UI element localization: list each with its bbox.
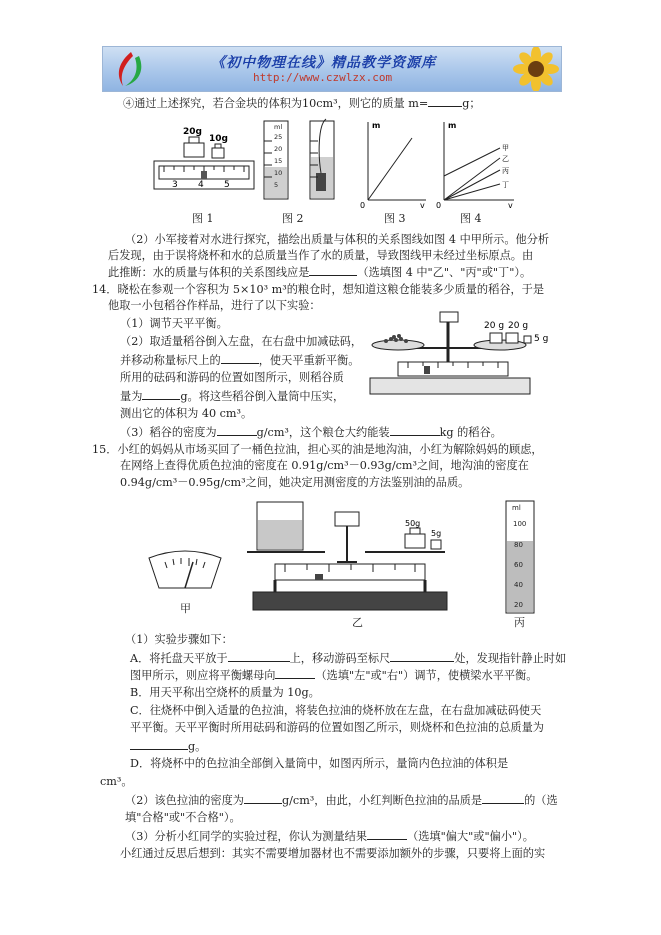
q13-part2-line1: （2）小军接着对水进行探究，描绘出质量与体积的关系图线如图 4 中甲所示。他分析 xyxy=(125,233,550,246)
banner-url[interactable]: http://www.czwlzx.com xyxy=(253,71,393,84)
q14-step2-blank1[interactable] xyxy=(221,352,259,364)
fig1-label: 图 1 xyxy=(192,212,214,225)
fig4-line-bing: 丙 xyxy=(502,167,509,175)
sunflower-icon xyxy=(511,47,561,91)
q14-number: 14． xyxy=(92,283,118,296)
fig3-axis-x: v xyxy=(420,201,425,210)
q14-step2-line1: （2）取适量稻谷倒入左盘，在右盘中加减砝码， xyxy=(120,335,363,348)
q15-part2-mid: g/cm³，由此，小红判断色拉油的品质是 xyxy=(282,794,483,807)
fig1-weight-20g: 20g xyxy=(183,127,202,137)
q15-stepD-line2: cm³。 xyxy=(100,775,133,788)
q15-part2-text: （2）该色拉油的密度为 xyxy=(125,794,244,807)
q15-weight-5g: 5g xyxy=(431,529,442,538)
q15-stepC-blank[interactable] xyxy=(130,738,188,750)
q13-part2-line3-tail: （选填图 4 中"乙"、"丙"或"丁"）。 xyxy=(357,266,532,279)
q15-stepA-line2 xyxy=(130,667,537,683)
q15-part2-blank2[interactable] xyxy=(482,792,524,804)
q15-fig-bing-cylinder xyxy=(500,495,540,617)
q14-weight-20g-1: 20 g xyxy=(484,321,505,331)
q15-part3-text: （3）分析小红同学的实验过程，你认为测量结果 xyxy=(125,830,368,843)
q15-fig-bing-label: 丙 xyxy=(514,616,525,629)
q15-stepB: B．用天平称出空烧杯的质量为 10g。 xyxy=(130,686,320,699)
q15-fig-yi-label: 乙 xyxy=(352,616,363,629)
fig3-label: 图 3 xyxy=(384,212,406,225)
q14-step3-tail: kg 的稻谷。 xyxy=(439,426,502,439)
q14-step2-line5: 测出它的体积为 40 cm³。 xyxy=(120,407,253,420)
q14-step3-blank2[interactable] xyxy=(390,424,440,436)
fig4-label: 图 4 xyxy=(460,212,482,225)
q15-part2-tail: 的（选 xyxy=(524,794,558,807)
fig4-graph xyxy=(436,118,526,210)
fig1-scale-3: 3 xyxy=(172,180,178,190)
q13-part2-line2: 后发现，由于误将烧杯和水的总质量当作了水的质量，导致图线甲未经过坐标原点。由 xyxy=(108,249,534,262)
q14-step2-line2-tail: ，使天平重新平衡。 xyxy=(258,354,360,367)
q13-part4-blank[interactable] xyxy=(428,95,462,107)
q15-line1-text: 小红的妈妈从市场买回了一桶色拉油，担心买的油是地沟油，小红为解除妈妈的顾虑， xyxy=(117,443,543,456)
q15-stepA-tail: 处，发现指针静止时如 xyxy=(454,652,567,665)
fig3-axis-y: m xyxy=(372,121,381,130)
q15-stepA-line1 xyxy=(130,650,566,666)
q15-stepD-line1: D．将烧杯中的色拉油全部倒入量筒中，如图丙所示，量筒内色拉油的体积是 xyxy=(130,757,509,770)
q13-part2-line3-text: 此推断：水的质量与体积的关系图线应是 xyxy=(108,266,310,279)
q14-line1-text: 晓松在参观一个容积为 5×10³ m³的粮仓时，想知道这粮仓能装多少质量的稻谷，于是 xyxy=(117,283,545,296)
q14-step3-text: （3）稻谷的密度为 xyxy=(120,426,217,439)
q15-part3-line1 xyxy=(125,828,534,844)
fig3-origin: 0 xyxy=(360,201,366,210)
q13-part2-blank[interactable] xyxy=(309,264,357,276)
q13-part2-line3 xyxy=(108,264,531,280)
fig1-balance-ruler xyxy=(150,125,260,200)
q15-stepA-text: A．将托盘天平放于 xyxy=(130,652,228,665)
fig1-scale-5: 5 xyxy=(224,180,230,190)
q15-stepA-blank2[interactable] xyxy=(390,650,454,662)
q14-step2-line2-text: 并移动称量标尺上的 xyxy=(120,354,221,367)
q15-line2: 在网络上查得优质色拉油的密度在 0.91g/cm³－0.93g/cm³之间，地沟油的密度在 xyxy=(120,459,529,472)
q15-stepA-line2-tail: （选填"左"或"右"）调节，使横梁水平平衡。 xyxy=(315,669,538,682)
q14-step2-line2 xyxy=(120,352,359,368)
q15-part3-tail: （选填"偏大"或"偏小"）。 xyxy=(407,830,534,843)
q15-cyl-tick-100: 100 xyxy=(513,520,527,528)
fig2-cylinders xyxy=(260,115,350,205)
q15-stepA-blank1[interactable] xyxy=(228,650,290,662)
q15-fig-jia-dial xyxy=(145,548,225,590)
fig4-line-yi: 乙 xyxy=(502,155,509,163)
q13-part4-text: ④通过上述探究，若合金块的体积为10cm³，则它的质量 m= xyxy=(123,97,429,110)
q15-number: 15． xyxy=(92,443,118,456)
q14-weight-20g-2: 20 g xyxy=(508,321,529,331)
fig3-graph xyxy=(360,118,430,210)
q15-stepC-line2: 平平衡。天平平衡时所用砝码和游码的位置如图乙所示，则烧杯和色拉油的总质量为 xyxy=(130,721,544,734)
q15-stepC-line1: C．往烧杯中倒入适量的色拉油，将装色拉油的烧杯放在左盘，在右盘加减砝码使天 xyxy=(130,704,542,717)
q14-step3-mid: g/cm³，这个粮仓大约能装 xyxy=(256,426,390,439)
fig2-tick-15: 15 xyxy=(274,157,283,165)
q15-line1 xyxy=(92,442,543,457)
q14-step3-blank1[interactable] xyxy=(217,424,257,436)
q15-steps-title: （1）实验步骤如下： xyxy=(125,633,233,646)
q14-step2-blank2[interactable] xyxy=(142,388,180,400)
q14-step1: （1）调节天平平衡。 xyxy=(120,317,228,330)
fig4-origin: 0 xyxy=(436,201,442,210)
q14-step2-line3: 所用的砝码和游码的位置如图所示，则稻谷质 xyxy=(120,371,344,384)
q15-stepC-tail: g。 xyxy=(188,740,207,753)
q15-fig-jia-label: 甲 xyxy=(180,602,191,615)
fig2-tick-20: 20 xyxy=(274,145,283,153)
q14-step2-line4-text: 量为 xyxy=(120,390,143,403)
q14-balance-figure xyxy=(368,308,568,400)
fig4-line-ding: 丁 xyxy=(502,181,509,189)
logo-icon xyxy=(109,50,149,88)
q15-part3-line2: 小红通过反思后想到：其实不需要增加器材也不需要添加额外的步骤，只要将上面的实 xyxy=(120,847,546,860)
q15-cyl-tick-20: 20 xyxy=(514,601,523,609)
q15-part3-blank[interactable] xyxy=(367,828,407,840)
q13-part4 xyxy=(123,95,481,111)
q15-weight-50g: 50g xyxy=(405,519,421,528)
q15-part2-line2: 填"合格"或"不合格"）。 xyxy=(125,811,241,824)
q15-cyl-tick-40: 40 xyxy=(514,581,523,589)
fig2-label: 图 2 xyxy=(282,212,304,225)
q15-cyl-tick-60: 60 xyxy=(514,561,523,569)
q15-cyl-tick-80: 80 xyxy=(514,541,523,549)
header-banner xyxy=(102,46,562,92)
fig4-axis-y: m xyxy=(448,121,457,130)
q14-line2: 他取一小包稻谷作样品，进行了以下实验： xyxy=(108,299,321,312)
q15-stepA-line2-text: 图甲所示，则应将平衡螺母向 xyxy=(130,669,276,682)
fig2-tick-ml: ml xyxy=(274,123,283,131)
q15-line3: 0.94g/cm³－0.95g/cm³之间，她决定用测密度的方法鉴别油的品质。 xyxy=(120,476,470,489)
fig4-line-jia: 甲 xyxy=(502,144,509,152)
q15-stepC-line3 xyxy=(130,738,206,754)
banner-title: 《初中物理在线》精品教学资源库 xyxy=(211,55,436,71)
q13-part4-unit: g； xyxy=(462,97,481,110)
q14-line1 xyxy=(92,282,544,297)
fig4-axis-x: v xyxy=(508,201,513,210)
fig1-scale-4: 4 xyxy=(198,180,204,190)
fig2-tick-5: 5 xyxy=(274,181,279,189)
fig2-tick-25: 25 xyxy=(274,133,283,141)
q15-cyl-tick-ml: ml xyxy=(512,504,521,512)
q15-part2-blank1[interactable] xyxy=(244,792,282,804)
q14-step3 xyxy=(120,424,502,440)
q15-stepA-blank3[interactable] xyxy=(275,667,315,679)
q15-stepA-mid: 上，移动游码至标尺 xyxy=(289,652,391,665)
q15-fig-yi-balance xyxy=(245,500,455,618)
fig1-weight-10g: 10g xyxy=(209,134,228,144)
q14-step2-line4 xyxy=(120,388,344,404)
q14-step2-line4-tail: g。将这些稻谷倒入量筒中压实， xyxy=(180,390,345,403)
q14-weight-5g: 5 g xyxy=(534,334,549,344)
fig2-tick-10: 10 xyxy=(274,169,283,177)
q15-part2-line1 xyxy=(125,792,558,808)
